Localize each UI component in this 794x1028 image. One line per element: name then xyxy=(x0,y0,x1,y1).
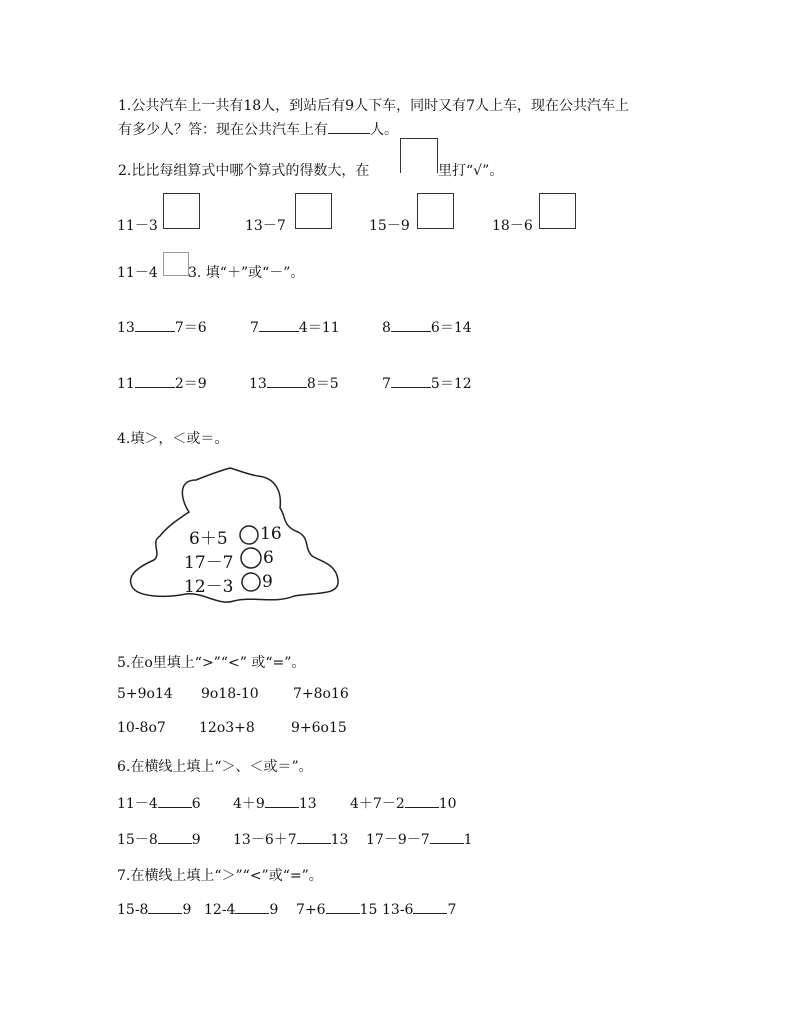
q2-check-box-1[interactable] xyxy=(163,193,200,229)
q6-expr: 13－6＋7 xyxy=(233,832,297,848)
q5-item-3: 7+8o16 xyxy=(293,686,349,702)
q4-expr-3-right: 9 xyxy=(262,572,273,592)
q3-eq-1-2 xyxy=(250,317,340,337)
q6-eq-2-1 xyxy=(117,829,201,849)
q1-line1: 1.公共汽车上一共有18人，到站后有9人下车，同时又有7人上车，现在公共汽车上 xyxy=(118,98,629,114)
q3-operand: 8 xyxy=(382,320,391,336)
q2-check-box-3[interactable] xyxy=(417,193,454,229)
q3-eq-2-3 xyxy=(382,373,472,393)
q7-eq-4 xyxy=(382,902,456,918)
q7-title: 7.在横线上填上“＞”“<”或“=”。 xyxy=(117,868,323,884)
q6-eq-1-2 xyxy=(233,793,317,813)
q3-result: 8＝5 xyxy=(306,376,339,392)
q3-blank[interactable] xyxy=(391,387,431,388)
q6-eq-1-1 xyxy=(117,793,201,813)
q3-blank[interactable] xyxy=(135,387,175,388)
q6-value: 9 xyxy=(191,832,201,848)
q6-blank[interactable] xyxy=(405,807,439,808)
q2-item-3: 15－9 xyxy=(369,218,410,234)
q2-item-5: 11－4 xyxy=(117,265,158,281)
q3-operand: 11 xyxy=(117,376,135,392)
q7-expr: 15-8 xyxy=(117,902,149,918)
q6-expr: 4＋7－2 xyxy=(350,796,405,812)
q2-check-box-2[interactable] xyxy=(295,193,332,229)
q3-blank[interactable] xyxy=(267,387,307,388)
q3-eq-1-1 xyxy=(117,317,207,337)
q4-circle-3 xyxy=(242,573,260,591)
q3-eq-2-2 xyxy=(249,373,339,393)
q2-instruction: 2.比比每组算式中哪个算式的得数大，在 xyxy=(118,163,370,179)
q2-example-box xyxy=(400,138,438,173)
q5-item-1: 5+9o14 xyxy=(117,686,173,702)
q4-circle-2 xyxy=(241,548,261,568)
q2-item-2: 13－7 xyxy=(245,218,286,234)
q2-item-4: 18－6 xyxy=(492,218,533,234)
q7-eq-2 xyxy=(204,902,278,918)
q3-blank[interactable] xyxy=(259,331,299,332)
q3-operand: 7 xyxy=(250,320,259,336)
q6-value: 1 xyxy=(463,832,473,848)
q6-eq-1-3 xyxy=(350,793,457,813)
q1-answer-blank[interactable] xyxy=(328,133,370,134)
q6-value: 13 xyxy=(298,796,317,812)
q3-result: 7＝6 xyxy=(174,320,207,336)
q3-eq-2-1 xyxy=(117,373,207,393)
q3-blank[interactable] xyxy=(391,331,431,332)
tree-outline xyxy=(131,468,339,602)
q7-value: 15 xyxy=(359,902,378,918)
q7-blank[interactable] xyxy=(326,913,360,914)
q2-check-box-4[interactable] xyxy=(539,193,576,229)
q6-eq-2-2 xyxy=(233,829,348,849)
q6-blank[interactable] xyxy=(297,843,331,844)
q3-result: 2＝9 xyxy=(174,376,207,392)
q6-blank[interactable] xyxy=(265,807,299,808)
q4-expr-1-left: 6＋5 xyxy=(189,529,228,549)
q6-blank[interactable] xyxy=(158,807,192,808)
q7-blank[interactable] xyxy=(235,913,269,914)
q7-eq-1 xyxy=(117,902,191,918)
q4-expr-2-left: 17－7 xyxy=(184,553,234,573)
q7-expr: 13-6 xyxy=(382,902,414,918)
q5-item-5: 12o3+8 xyxy=(199,720,255,736)
q5-item-6: 9+6o15 xyxy=(291,720,347,736)
q7-expr: 12-4 xyxy=(204,902,236,918)
q3-blank[interactable] xyxy=(135,331,175,332)
q3-eq-1-3 xyxy=(382,317,472,337)
q6-title: 6.在横线上填上“＞、＜或＝”。 xyxy=(117,759,313,775)
q3-operand: 7 xyxy=(382,376,391,392)
q4-circle-1 xyxy=(240,526,258,544)
q7-blank[interactable] xyxy=(413,913,447,914)
q7-eq-3 xyxy=(296,902,377,918)
q6-eq-2-3 xyxy=(366,829,473,849)
q5-title: 5.在o里填上“>”“<” 或“=”。 xyxy=(117,655,306,671)
q4-title: 4.填＞，＜或＝。 xyxy=(117,431,229,447)
q4-expr-3-left: 12－3 xyxy=(184,577,234,597)
q7-value: 9 xyxy=(269,902,279,918)
q7-value: 7 xyxy=(447,902,457,918)
q5-item-2: 9o18-10 xyxy=(201,686,259,702)
tree-cloud-figure xyxy=(126,464,344,610)
q1-line2 xyxy=(118,119,398,139)
q7-value: 9 xyxy=(182,902,192,918)
q3-result: 5＝12 xyxy=(430,376,472,392)
q3-result: 6＝14 xyxy=(430,320,472,336)
q7-blank[interactable] xyxy=(148,913,182,914)
q7-expr: 7+6 xyxy=(296,902,326,918)
q2-check-box-5[interactable] xyxy=(163,252,189,276)
q1-text-end: 人。 xyxy=(370,122,398,138)
q1-text: 有多少人？答：现在公共汽车上有 xyxy=(118,122,328,138)
q4-expr-2-right: 6 xyxy=(263,548,274,568)
q2-item-1: 11－3 xyxy=(117,218,158,234)
q6-value: 6 xyxy=(191,796,201,812)
q5-item-4: 10-8o7 xyxy=(117,720,166,736)
q6-expr: 11－4 xyxy=(117,796,158,812)
q6-expr: 4＋9 xyxy=(233,796,265,812)
q6-blank[interactable] xyxy=(430,843,464,844)
q2-instruction-end: 里打“√”。 xyxy=(438,163,504,179)
q6-blank[interactable] xyxy=(158,843,192,844)
q3-operand: 13 xyxy=(249,376,267,392)
q4-expr-1-right: 16 xyxy=(260,524,282,544)
q3-result: 4＝11 xyxy=(298,320,340,336)
q3-title: 3. 填“＋”或“－”。 xyxy=(188,265,305,281)
q3-operand: 13 xyxy=(117,320,135,336)
q6-value: 13 xyxy=(330,832,349,848)
q6-expr: 17－9－7 xyxy=(366,832,430,848)
q6-expr: 15－8 xyxy=(117,832,158,848)
q6-value: 10 xyxy=(438,796,457,812)
